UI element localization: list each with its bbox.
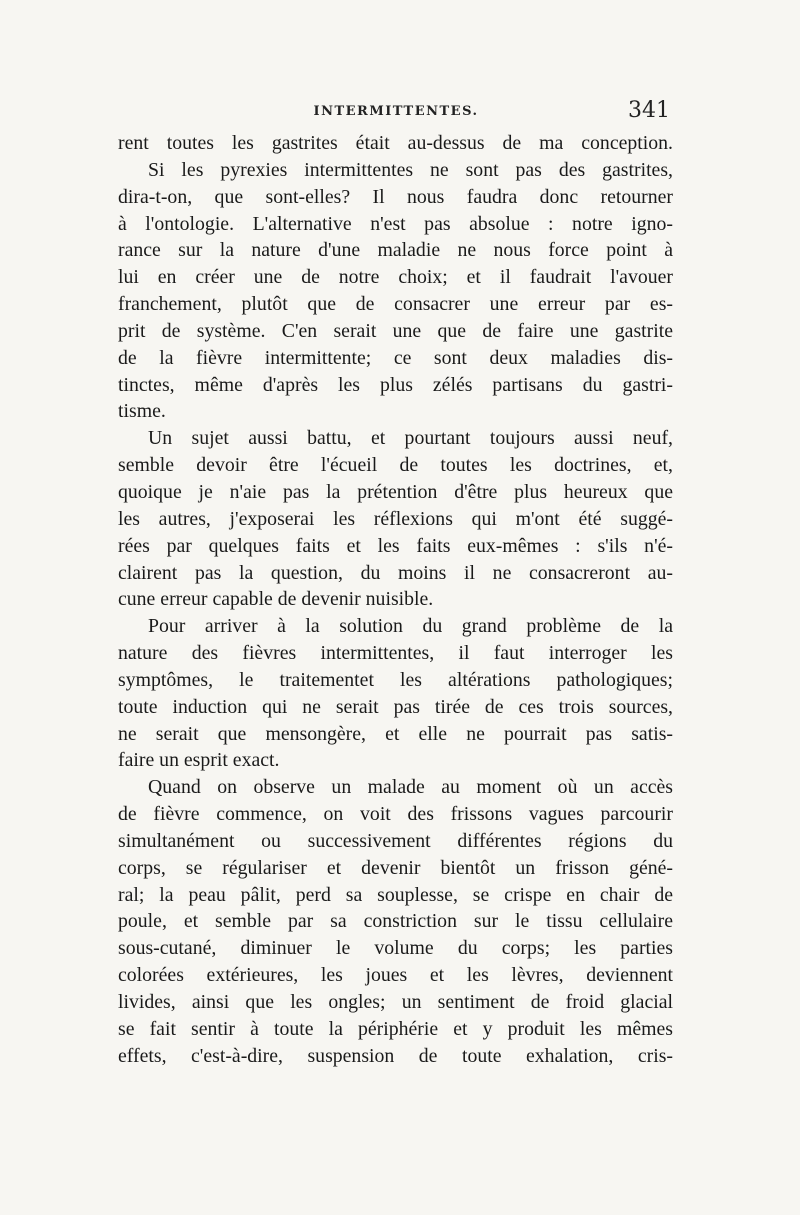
text-line: ral; la peau pâlit, perd sa souplesse, se crispe en chair de <box>118 883 673 906</box>
text-line: Un sujet aussi battu, et pourtant toujours aussi neuf, <box>148 427 673 450</box>
text-line: clairent pas la question, du moins il ne consacreront au- <box>118 561 673 584</box>
text-line: de fièvre commence, on voit des frissons vagues parcourir <box>118 803 673 826</box>
text-line: Si les pyrexies intermittentes ne sont pas des gastrites, <box>148 158 673 181</box>
text-line: se fait sentir à toute la périphérie et y produit les mêmes <box>118 1017 673 1040</box>
text-line: tisme. <box>118 400 166 423</box>
text-line: prit de système. C'en serait une que de faire une gastrite <box>118 319 673 342</box>
text-line: poule, et semble par sa constriction sur le tissu cellulaire <box>118 910 673 933</box>
text-line: tinctes, même d'après les plus zélés partisans du gastri- <box>118 373 673 396</box>
text-line: symptômes, le traitementet les altérations pathologiques; <box>118 668 673 691</box>
text-line: effets, c'est-à-dire, suspension de toute exhalation, cris- <box>118 1044 673 1067</box>
text-line: sous-cutané, diminuer le volume du corps; les parties <box>118 937 673 960</box>
running-title: INTERMITTENTES. <box>313 104 479 119</box>
text-line: quoique je n'aie pas la prétention d'être plus heureux que <box>118 480 673 503</box>
text-line: livides, ainsi que les ongles; un sentiment de froid glacial <box>118 991 673 1013</box>
text-line: cune erreur capable de devenir nuisible. <box>118 588 434 611</box>
text-line: de la fièvre intermittente; ce sont deux maladies dis- <box>118 346 673 369</box>
text-line: à l'ontologie. L'alternative n'est pas absolue : notre igno- <box>118 212 673 235</box>
text-line: Quand on observe un malade au moment où un accès <box>148 776 673 799</box>
text-line: nature des fièvres intermittentes, il faut interroger les <box>118 642 673 665</box>
text-line: colorées extérieures, les joues et les lèvres, deviennent <box>118 964 673 987</box>
page-number: 341 <box>628 98 670 123</box>
body-text <box>118 130 673 1070</box>
text-line: rées par quelques faits et les faits eux-mêmes : s'ils n'é- <box>118 534 673 557</box>
text-line: rance sur la nature d'une maladie ne nous force point à <box>118 239 673 262</box>
running-head <box>122 98 670 128</box>
text-line: franchement, plutôt que de consacrer une erreur par es- <box>118 293 673 316</box>
text-line: ne serait que mensongère, et elle ne pourrait pas satis- <box>118 722 673 745</box>
text-line: Pour arriver à la solution du grand problème de la <box>148 615 673 638</box>
text-line: toute induction qui ne serait pas tirée de ces trois sources, <box>118 695 673 718</box>
text-line: les autres, j'exposerai les réflexions qui m'ont été suggé- <box>118 507 673 530</box>
text-line: faire un esprit exact. <box>118 749 280 772</box>
text-line: corps, se régulariser et devenir bientôt un frisson géné- <box>118 856 673 879</box>
text-line: semble devoir être l'écueil de toutes les doctrines, et, <box>118 454 673 477</box>
text-line: dira-t-on, que sont-elles? Il nous faudra donc retourner <box>118 185 673 208</box>
text-line: simultanément ou successivement différentes régions du <box>118 829 673 852</box>
text-line: lui en créer une de notre choix; et il faudrait l'avouer <box>118 266 673 289</box>
text-line: rent toutes les gastrites était au-dessus de ma conception. <box>118 132 673 154</box>
